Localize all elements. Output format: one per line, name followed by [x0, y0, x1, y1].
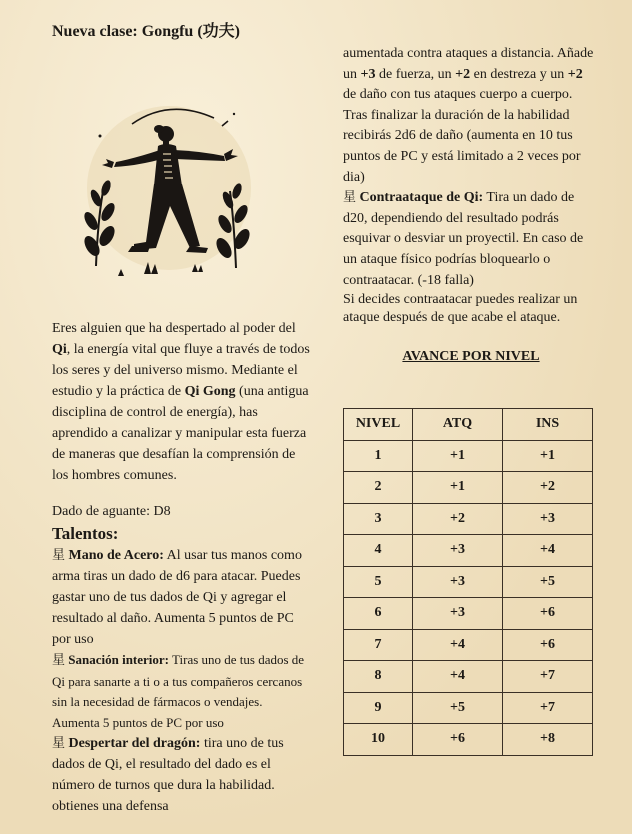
- cell-atq: +3: [413, 566, 503, 598]
- table-row: [344, 503, 593, 535]
- stamina-die: Dado de aguante: D8: [52, 504, 171, 519]
- intro-seg: (una antigua disciplina de control de energía), has aprendido a canalizar y manipular esta fuerza de maneras que desafían la comprensión de los hombres comunes.: [52, 384, 309, 483]
- left-column: [52, 18, 310, 817]
- cell-atq: +1: [413, 440, 503, 472]
- cell-atq: +4: [413, 661, 503, 693]
- cell-nivel: 7: [344, 629, 413, 661]
- cell-ins: +3: [503, 503, 593, 535]
- cell-nivel: 2: [344, 472, 413, 504]
- qi-term: Qi: [52, 342, 67, 357]
- cont-seg: de daño con tus ataques cuerpo a cuerpo. Tras finalizar la duración de la habilidad recibirás 2d6 de daño (aumenta en 10 tus puntos de PC y está limitado a 2 veces por dia): [343, 87, 581, 185]
- table-row: [344, 566, 593, 598]
- cell-atq: +2: [413, 503, 503, 535]
- cell-ins: +7: [503, 692, 593, 724]
- cell-nivel: 1: [344, 440, 413, 472]
- talent-text: tira uno de tus dados de Qi, el resultado del dado es el número de turnos que dura la habilidad. obtienes una defensa: [52, 736, 284, 814]
- counterattack-note: Si decides contraatacar puedes realizar un ataque después de que acabe el ataque.: [343, 292, 578, 326]
- bonus-value: +3: [360, 66, 376, 82]
- table-row: [344, 661, 593, 693]
- cont-seg: aumentada contra ataques a distancia. Añade un: [343, 46, 594, 82]
- cell-ins: +4: [503, 535, 593, 567]
- bonus-value: +2: [455, 66, 471, 82]
- cell-nivel: 10: [344, 724, 413, 756]
- talent-text: Tira un dado de d20, dependiendo del resultado podrás esquivar o desviar un proyectil. En caso de un ataque físico podrías bloquearlo o contraatacar. (-18 falla): [343, 190, 584, 288]
- talents-heading: Talentos:: [52, 524, 119, 543]
- intro-seg: , la energía vital que fluye a través de todos los seres y del universo mismo. Mediante el estudio y la práctica de: [52, 342, 310, 399]
- bonus-value: +2: [567, 66, 583, 82]
- cell-nivel: 4: [344, 535, 413, 567]
- cell-ins: +8: [503, 724, 593, 756]
- right-column: [343, 44, 599, 365]
- cell-nivel: 6: [344, 598, 413, 630]
- cell-nivel: 5: [344, 566, 413, 598]
- page-title: Nueva clase: Gongfu (功夫): [52, 23, 240, 40]
- intro-seg: Eres alguien que ha despertado al poder del: [52, 321, 296, 336]
- star-icon: 星: [52, 548, 66, 563]
- table-row: [344, 724, 593, 756]
- cont-seg: de fuerza, un: [375, 66, 456, 82]
- cell-atq: +3: [413, 598, 503, 630]
- table-row: [344, 440, 593, 472]
- cell-atq: +5: [413, 692, 503, 724]
- talent-text: Tiras uno de tus dados de Qi para sanarte a ti o a tus compañeros cercanos sin la necesidad de fármacos o vendajes. Aumenta 5 puntos de PC por uso: [52, 652, 305, 730]
- table-row: [344, 629, 593, 661]
- cell-ins: +6: [503, 598, 593, 630]
- talent-despertar-del-dragon: [52, 733, 310, 817]
- cell-nivel: 3: [344, 503, 413, 535]
- cell-atq: +3: [413, 535, 503, 567]
- table-row: [344, 598, 593, 630]
- talent-mano-de-acero: [52, 545, 310, 650]
- star-icon: 星: [52, 653, 66, 668]
- talent-name: Despertar del dragón:: [68, 736, 201, 751]
- talent-name: Mano de Acero:: [68, 548, 164, 563]
- cell-atq: +4: [413, 629, 503, 661]
- dragon-continuation: [343, 44, 599, 188]
- cell-ins: +6: [503, 629, 593, 661]
- header-nivel: NIVEL: [344, 409, 413, 441]
- header-atq: ATQ: [413, 409, 503, 441]
- talent-sanacion-interior: [52, 650, 310, 733]
- intro-paragraph: [52, 318, 310, 486]
- cont-seg: en destreza y un: [470, 66, 568, 82]
- cell-ins: +1: [503, 440, 593, 472]
- cell-ins: +7: [503, 661, 593, 693]
- cell-nivel: 8: [344, 661, 413, 693]
- talent-name: Sanación interior:: [68, 652, 170, 667]
- talent-name: Contraataque de Qi:: [359, 190, 484, 206]
- level-table: [343, 408, 593, 756]
- table-row: [344, 472, 593, 504]
- level-progression-heading: AVANCE POR NIVEL: [402, 349, 540, 365]
- cell-ins: +2: [503, 472, 593, 504]
- table-row: [344, 692, 593, 724]
- tai-chi-illustration: [74, 96, 264, 286]
- talent-contraataque-de-qi: [343, 188, 599, 291]
- talent-text: Al usar tus manos como arma tiras un dado de d6 para atacar. Puedes gastar uno de tus dados de Qi y agregar el resultado al daño. Aumenta 5 puntos de PC por uso: [52, 548, 302, 647]
- cell-atq: +6: [413, 724, 503, 756]
- table-header-row: [344, 409, 593, 441]
- header-ins: INS: [503, 409, 593, 441]
- table-row: [344, 535, 593, 567]
- star-icon: 星: [52, 736, 66, 751]
- cell-nivel: 9: [344, 692, 413, 724]
- cell-ins: +5: [503, 566, 593, 598]
- cell-atq: +1: [413, 472, 503, 504]
- star-icon: 星: [343, 190, 357, 206]
- qi-gong-term: Qi Gong: [184, 384, 236, 399]
